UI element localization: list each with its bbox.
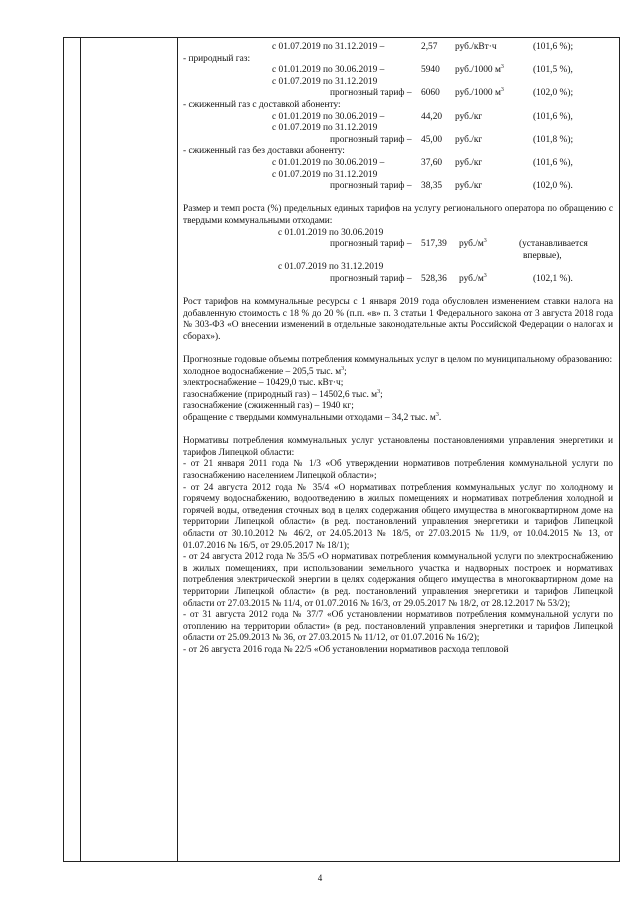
volume-item: обращение с твердыми коммунальными отходами – 34,2 тыс. $м^3$. [183, 412, 442, 423]
norm-item: - от 24 августа 2012 года № 35/5 «О нормативах потребления коммунальной услуги по электроснабжению в жилых помещениях, при использовании земельного участка и надворных построек и нормативах потребления электрической энергии в целях содержания общего имущества в многоквартирном доме на территории Липецкой области» (в ред. постановлений управления энергетики и тарифов Липецкой области от 27.03.2015 № 11/4, от 01.07.2016 № 16/3, от 29.05.2017 № 18/2, от 28.12.2017 № 53/2); [183, 552, 613, 609]
tariff-line: с 01.01.2019 по 30.06.2019 – 44,20 руб./кг (101,6 %), [272, 111, 573, 122]
tariff-line: прогнозный тариф – 6060 руб./1000 $м^3$ (102,0 %); [330, 87, 574, 99]
tariff-line: прогнозный тариф – 38,35 руб./кг (102,0 %). [330, 181, 573, 192]
norm-item: - от 26 августа 2016 года № 22/5 «Об установлении нормативов расхода тепловой [183, 644, 509, 655]
volume-item: электроснабжение – 10429,0 тыс. кВт·ч; [183, 378, 344, 389]
norm-item: - от 24 августа 2012 года № 35/4 «О нормативах потребления коммунальных услуг по холодному и горячему водоснабжению, водоотведению в жилых помещениях и нормативах потребления холодной и горячей воды, отведения сточных вод в целях содержания общего имущества в многоквартирном доме на территории Липецкой области» (в ред. постановлений управления энергетики и тарифов Липецкой области от 30.10.2012 № 46/2, от 24.05.2013 № 18/5, от 27.03.2015 № 11/9, от 10.04.2015 № 13, от 01.07.2016 № 16/5, от 29.05.2017 № 18/1); [183, 482, 613, 551]
document-table [63, 37, 620, 862]
page-number: 4 [317, 873, 323, 883]
volume-item: газоснабжение (сжиженный газ) – 1940 кг; [183, 401, 354, 412]
tariff-line: прогнозный тариф – 528,36 $руб./м^3$ (102,1 %). [330, 272, 573, 284]
column-divider [80, 38, 81, 861]
tariff-line: с 01.01.2019 по 30.06.2019 – 37,60 руб./кг (101,6 %), [272, 157, 573, 168]
norm-item: - от 21 января 2011 года № 1/3 «Об утверждении нормативов потребления коммунальной услуги по газоснабжению населением Липецкой области»; [183, 459, 613, 481]
norms-intro: Нормативы потребления коммунальных услуг установлены постановлениями управления энергетики и тарифов Липецкой области: [183, 436, 613, 458]
column-divider [177, 38, 178, 861]
volume-item: холодное водоснабжение – 205,5 тыс. $м^3$; [183, 365, 347, 377]
period-line: с 01.07.2019 по 31.12.2019 [272, 76, 378, 87]
period-line: с 01.07.2019 по 31.12.2019 [278, 262, 384, 273]
tariff-line: с 01.07.2019 по 31.12.2019 – 2,57 руб./кВт·ч (101,6 %); [272, 42, 574, 52]
table-text-column [183, 42, 613, 656]
period-line: с 01.07.2019 по 31.12.2019 [272, 123, 378, 134]
tariff-note-line: впервые), [523, 250, 562, 261]
volumes-intro: Прогнозные годовые объемы потребления коммунальных услуг в целом по муниципальному образованию: [183, 355, 613, 366]
section-label: - сжиженный газ без доставки абоненту: [183, 146, 345, 157]
tariff-line: прогнозный тариф – 517,39 $руб./м^3$ (устанавливается [330, 238, 588, 250]
section-label: - природный газ: [183, 53, 251, 64]
norm-item: - от 31 августа 2012 года № 37/7 «Об установлении нормативов потребления коммунальной услуги по отоплению на территории области» (в ред. постановлений управления энергетики и тарифов Липецкой области от 25.09.2013 № 36, от 27.03.2015 № 11/12, от 01.07.2016 № 16/2); [183, 610, 613, 644]
waste-tariff-intro: Размер и темп роста (%) предельных единых тарифов на услугу регионального оператора по обращению с твердыми коммунальными отходами: [183, 204, 613, 226]
period-line: с 01.01.2019 по 30.06.2019 [278, 227, 384, 238]
volume-item: газоснабжение (природный газ) – 14502,6 тыс. $м^3$; [183, 388, 383, 400]
section-label: - сжиженный газ с доставкой абоненту: [183, 99, 341, 110]
period-line: с 01.07.2019 по 31.12.2019 [272, 169, 378, 180]
tariff-line: прогнозный тариф – 45,00 руб./кг (101,8 %); [330, 134, 574, 145]
tariff-line: с 01.01.2019 по 30.06.2019 – 5940 руб./1000 $м^3$ (101,5 %), [272, 64, 573, 76]
tariff-growth-paragraph: Рост тарифов на коммунальные ресурсы с 1 января 2019 года обусловлен изменением ставки налога на добавленную стоимость с 18 % до 20 % (п.п. «в» п. 3 статьи 1 Федерального закона от 3 августа 2018 года № 303-ФЗ «О внесении изменений в отдельные законодательные акты Российской Федерации о налогах и сборах»). [183, 297, 613, 342]
